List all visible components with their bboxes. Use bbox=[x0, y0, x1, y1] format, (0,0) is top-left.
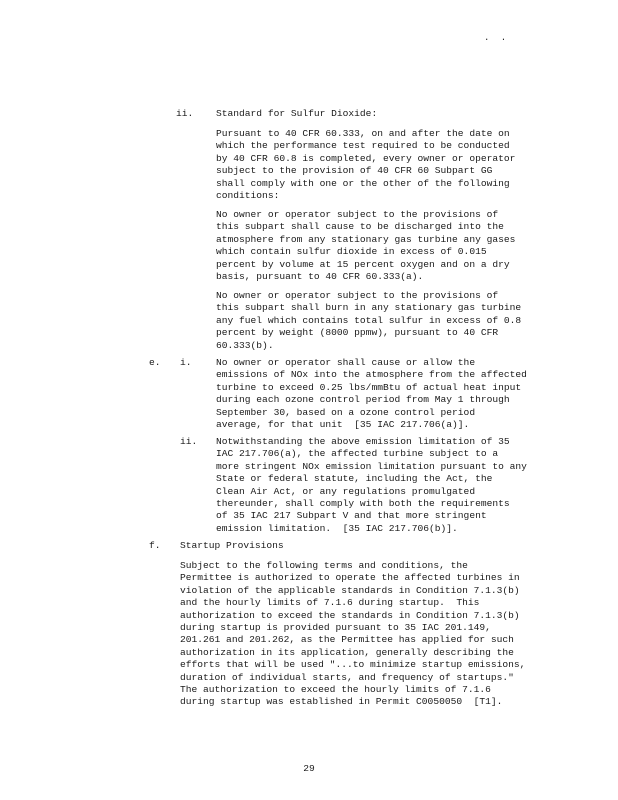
section-title-startup-provisions: Startup Provisions bbox=[180, 540, 284, 551]
paragraph-so2-pursuant: Pursuant to 40 CFR 60.333, on and after the date on which the performance test required to be conducted by 40 CFR 60.8 is completed, every owner or operator subject to the provision of 40 CFR 60 Subpart GG shall comply with one or the other of the following conditions: bbox=[216, 128, 516, 202]
paragraph-so2-fuel-sulfur: No owner or operator subject to the provisions of this subpart shall burn in any stationary gas turbine any fuel which contains total sulfur in excess of 0.8 percent by weight (8000 ppmw), pursuant to 40 CFR 60.333(b). bbox=[216, 290, 522, 351]
paragraph-so2-discharge: No owner or operator subject to the provisions of this subpart shall cause to be discharged into the atmosphere from any stationary gas turbine any gases which contain sulfur dioxide in excess of 0.015 percent by volume at 15 percent oxygen and on a dry basis, pursuant to 40 CFR 60.333(a). bbox=[216, 209, 516, 283]
item-label-f: f. bbox=[149, 540, 161, 551]
item-label-e-i: i. bbox=[180, 357, 192, 368]
section-title-sulfur-dioxide: Standard for Sulfur Dioxide: bbox=[216, 108, 378, 119]
page-number: 29 bbox=[303, 763, 315, 774]
item-label-ii: ii. bbox=[176, 108, 194, 119]
corner-mark: . . bbox=[484, 33, 510, 43]
item-label-e-ii: ii. bbox=[180, 436, 198, 447]
paragraph-nox-limit: No owner or operator shall cause or allow the emissions of NOx into the atmosphere from the affected turbine to exceed 0.25 lbs/mmBtu of actual heat input during each ozone control period from May 1 through September 30, based on a ozone control period average, for that unit [35 IAC 217.706(a)]. bbox=[216, 357, 527, 431]
item-label-e: e. bbox=[149, 357, 161, 368]
paragraph-nox-stringent: Notwithstanding the above emission limitation of 35 IAC 217.706(a), the affected turbine subject to a more stringent NOx emission limitation pursuant to any State or federal statute, including the Act, the Clean Air Act, or any regulations promulgated thereunder, shall comply with both the requirements of 35 IAC 217 Subpart V and that more stringent emission limitation. [35 IAC 217.706(b)]. bbox=[216, 436, 527, 534]
paragraph-startup: Subject to the following terms and conditions, the Permittee is authorized to operate the affected turbines in violation of the applicable standards in Condition 7.1.3(b) and the hourly limits of 7.1.6 during startup. This authorization to exceed the standards in Condition 7.1.3(b) during startup is provided pursuant to 35 IAC 201.149, 201.261 and 201.262, as the Permittee has applied for such authorization in its application, generally describing the efforts that will be used "...to minimize startup emissions, duration of individual starts, and frequency of startups." The authorization to exceed the hourly limits of 7.1.6 during startup was established in Permit C0050050 [T1]. bbox=[180, 560, 526, 708]
